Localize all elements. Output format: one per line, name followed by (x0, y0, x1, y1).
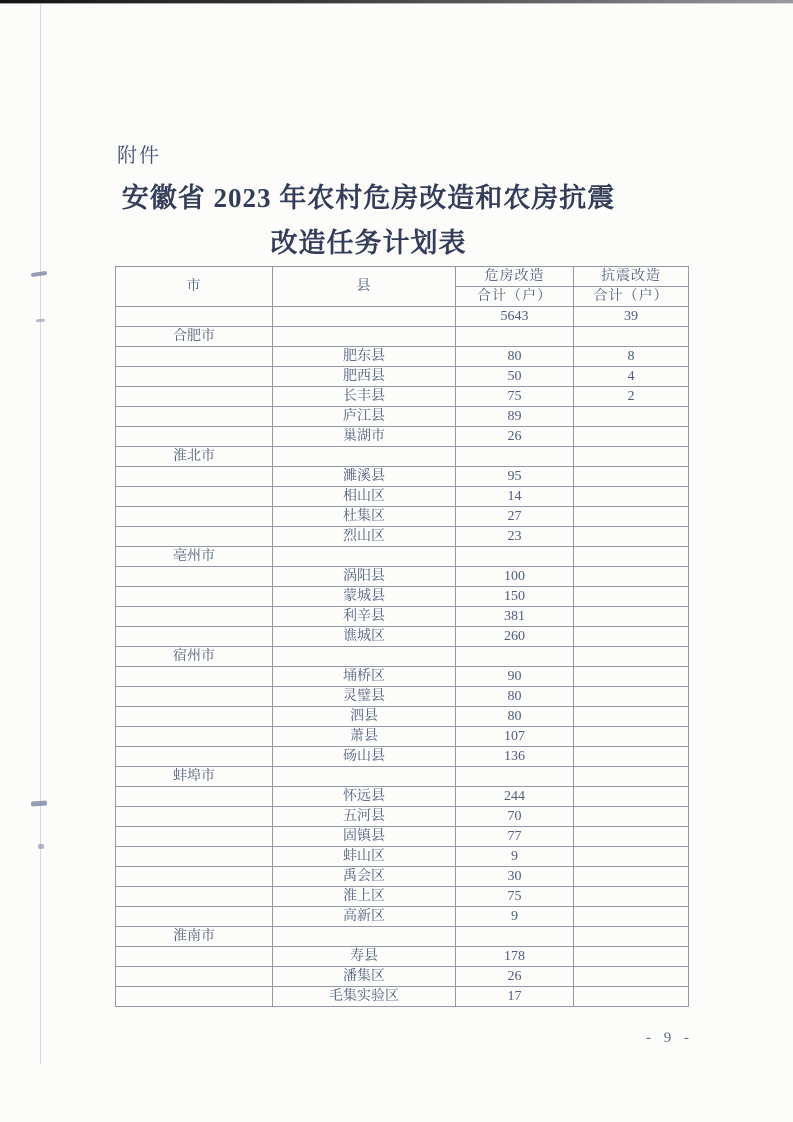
danger-total-cell (456, 647, 574, 667)
danger-total-cell (456, 927, 574, 947)
danger-total-cell: 9 (456, 847, 574, 867)
table-row (116, 427, 689, 447)
danger-total-cell (456, 327, 574, 347)
county-cell: 杜集区 (273, 507, 456, 527)
page-number: - 9 - (646, 1030, 690, 1046)
table-row (116, 907, 689, 927)
city-cell (116, 627, 273, 647)
table-row (116, 807, 689, 827)
seismic-total-cell (574, 867, 689, 887)
seismic-total-cell (574, 407, 689, 427)
binding-mark (36, 319, 45, 323)
danger-total-cell: 89 (456, 407, 574, 427)
city-cell: 蚌埠市 (116, 767, 273, 787)
city-cell (116, 487, 273, 507)
table-row (116, 467, 689, 487)
table-row (116, 627, 689, 647)
renovation-plan-table (115, 266, 689, 1007)
county-cell: 涡阳县 (273, 567, 456, 587)
county-cell: 长丰县 (273, 387, 456, 407)
city-cell: 淮北市 (116, 447, 273, 467)
seismic-total-cell (574, 827, 689, 847)
table-row (116, 327, 689, 347)
danger-total-cell: 26 (456, 967, 574, 987)
county-cell: 庐江县 (273, 407, 456, 427)
seismic-total-cell (574, 747, 689, 767)
city-cell (116, 587, 273, 607)
table-row (116, 747, 689, 767)
seismic-total-cell (574, 787, 689, 807)
county-cell: 蚌山区 (273, 847, 456, 867)
city-cell (116, 527, 273, 547)
table-row (116, 707, 689, 727)
county-cell (273, 307, 456, 327)
county-cell (273, 447, 456, 467)
danger-total-cell: 136 (456, 747, 574, 767)
title-line-2: 改造任务计划表 (270, 228, 467, 258)
city-cell (116, 567, 273, 587)
seismic-total-cell (574, 487, 689, 507)
document-title (0, 176, 765, 266)
table-row (116, 727, 689, 747)
seismic-total-cell: 8 (574, 347, 689, 367)
danger-total-cell: 80 (456, 687, 574, 707)
table-row (116, 947, 689, 967)
seismic-total-cell (574, 507, 689, 527)
danger-total-cell: 80 (456, 347, 574, 367)
city-cell (116, 947, 273, 967)
seismic-total-cell (574, 627, 689, 647)
scan-binding-line (40, 4, 41, 1064)
header-seismic-total-label: 合计（户） (574, 287, 689, 307)
seismic-total-cell (574, 687, 689, 707)
danger-total-cell: 178 (456, 947, 574, 967)
table-row (116, 767, 689, 787)
table-row (116, 987, 689, 1007)
county-cell: 烈山区 (273, 527, 456, 547)
header-danger-total-label: 合计（户） (456, 287, 574, 307)
seismic-total-cell: 39 (574, 307, 689, 327)
county-cell: 相山区 (273, 487, 456, 507)
seismic-total-cell (574, 327, 689, 347)
seismic-total-cell (574, 727, 689, 747)
danger-total-cell (456, 547, 574, 567)
table-row (116, 507, 689, 527)
table-row (116, 447, 689, 467)
city-cell (116, 467, 273, 487)
county-cell: 濉溪县 (273, 467, 456, 487)
seismic-total-cell: 4 (574, 367, 689, 387)
city-cell (116, 787, 273, 807)
danger-total-cell: 95 (456, 467, 574, 487)
county-cell: 毛集实验区 (273, 987, 456, 1007)
city-cell (116, 747, 273, 767)
danger-total-cell: 100 (456, 567, 574, 587)
seismic-total-cell (574, 767, 689, 787)
seismic-total-cell (574, 567, 689, 587)
seismic-total-cell (574, 927, 689, 947)
seismic-total-cell (574, 967, 689, 987)
city-cell (116, 967, 273, 987)
seismic-total-cell (574, 547, 689, 567)
table-row (116, 407, 689, 427)
county-cell (273, 547, 456, 567)
seismic-total-cell (574, 587, 689, 607)
city-cell (116, 887, 273, 907)
county-cell: 固镇县 (273, 827, 456, 847)
seismic-total-cell (574, 947, 689, 967)
danger-total-cell: 23 (456, 527, 574, 547)
county-cell: 谯城区 (273, 627, 456, 647)
danger-total-cell: 150 (456, 587, 574, 607)
city-cell: 亳州市 (116, 547, 273, 567)
seismic-total-cell (574, 667, 689, 687)
county-cell: 灵璧县 (273, 687, 456, 707)
city-cell: 合肥市 (116, 327, 273, 347)
scan-top-edge-artifact (0, 0, 793, 4)
danger-total-cell: 27 (456, 507, 574, 527)
city-cell: 淮南市 (116, 927, 273, 947)
city-cell (116, 347, 273, 367)
danger-total-cell: 107 (456, 727, 574, 747)
seismic-total-cell (574, 527, 689, 547)
city-cell (116, 607, 273, 627)
table-row (116, 487, 689, 507)
header-county: 县 (273, 267, 456, 307)
county-cell: 泗县 (273, 707, 456, 727)
seismic-total-cell (574, 807, 689, 827)
county-cell: 怀远县 (273, 787, 456, 807)
seismic-total-cell (574, 647, 689, 667)
danger-total-cell: 26 (456, 427, 574, 447)
table-row (116, 347, 689, 367)
danger-total-cell: 9 (456, 907, 574, 927)
table-row (116, 887, 689, 907)
county-cell: 巢湖市 (273, 427, 456, 447)
binding-mark (31, 800, 47, 806)
danger-total-cell: 70 (456, 807, 574, 827)
county-cell: 砀山县 (273, 747, 456, 767)
table-row (116, 547, 689, 567)
city-cell (116, 807, 273, 827)
county-cell: 萧县 (273, 727, 456, 747)
city-cell (116, 407, 273, 427)
city-cell (116, 847, 273, 867)
danger-total-cell: 75 (456, 387, 574, 407)
header-seismic-renovation: 抗震改造 (574, 267, 689, 287)
table-row (116, 967, 689, 987)
table-row (116, 387, 689, 407)
county-cell (273, 927, 456, 947)
city-cell (116, 307, 273, 327)
danger-total-cell: 50 (456, 367, 574, 387)
danger-total-cell (456, 767, 574, 787)
danger-total-cell: 260 (456, 627, 574, 647)
county-cell (273, 647, 456, 667)
seismic-total-cell (574, 607, 689, 627)
city-cell (116, 987, 273, 1007)
danger-total-cell: 90 (456, 667, 574, 687)
table-row (116, 927, 689, 947)
danger-total-cell (456, 447, 574, 467)
table-row (116, 527, 689, 547)
city-cell (116, 507, 273, 527)
title-line-1: 安徽省 2023 年农村危房改造和农房抗震 (121, 183, 616, 213)
attachment-label: 附件 (117, 145, 161, 167)
table-row (116, 587, 689, 607)
city-cell (116, 727, 273, 747)
danger-total-cell: 30 (456, 867, 574, 887)
city-cell (116, 707, 273, 727)
county-cell: 高新区 (273, 907, 456, 927)
danger-total-cell: 244 (456, 787, 574, 807)
danger-total-cell: 80 (456, 707, 574, 727)
county-cell: 淮上区 (273, 887, 456, 907)
county-cell (273, 327, 456, 347)
county-cell: 蒙城县 (273, 587, 456, 607)
seismic-total-cell (574, 907, 689, 927)
county-cell: 五河县 (273, 807, 456, 827)
binding-mark (38, 844, 44, 849)
danger-total-cell: 5643 (456, 307, 574, 327)
danger-total-cell: 75 (456, 887, 574, 907)
city-cell (116, 387, 273, 407)
county-cell: 禹会区 (273, 867, 456, 887)
county-cell: 肥东县 (273, 347, 456, 367)
county-cell: 寿县 (273, 947, 456, 967)
table-row (116, 607, 689, 627)
city-cell: 宿州市 (116, 647, 273, 667)
table-row (116, 647, 689, 667)
city-cell (116, 427, 273, 447)
table-row (116, 667, 689, 687)
seismic-total-cell (574, 427, 689, 447)
city-cell (116, 827, 273, 847)
seismic-total-cell: 2 (574, 387, 689, 407)
county-cell (273, 767, 456, 787)
binding-mark (31, 271, 47, 277)
city-cell (116, 907, 273, 927)
table-row (116, 867, 689, 887)
seismic-total-cell (574, 987, 689, 1007)
danger-total-cell: 77 (456, 827, 574, 847)
header-danger-renovation: 危房改造 (456, 267, 574, 287)
city-cell (116, 367, 273, 387)
table-row (116, 787, 689, 807)
danger-total-cell: 17 (456, 987, 574, 1007)
city-cell (116, 687, 273, 707)
table-row (116, 847, 689, 867)
danger-total-cell: 381 (456, 607, 574, 627)
county-cell: 埇桥区 (273, 667, 456, 687)
county-cell: 利辛县 (273, 607, 456, 627)
seismic-total-cell (574, 847, 689, 867)
seismic-total-cell (574, 707, 689, 727)
table-row (116, 567, 689, 587)
table-row (116, 827, 689, 847)
seismic-total-cell (574, 467, 689, 487)
table-row (116, 367, 689, 387)
city-cell (116, 867, 273, 887)
county-cell: 潘集区 (273, 967, 456, 987)
county-cell: 肥西县 (273, 367, 456, 387)
city-cell (116, 667, 273, 687)
table-row (116, 307, 689, 327)
danger-total-cell: 14 (456, 487, 574, 507)
seismic-total-cell (574, 887, 689, 907)
seismic-total-cell (574, 447, 689, 467)
header-city: 市 (116, 267, 273, 307)
table-header-row-1 (116, 267, 689, 287)
table-row (116, 687, 689, 707)
